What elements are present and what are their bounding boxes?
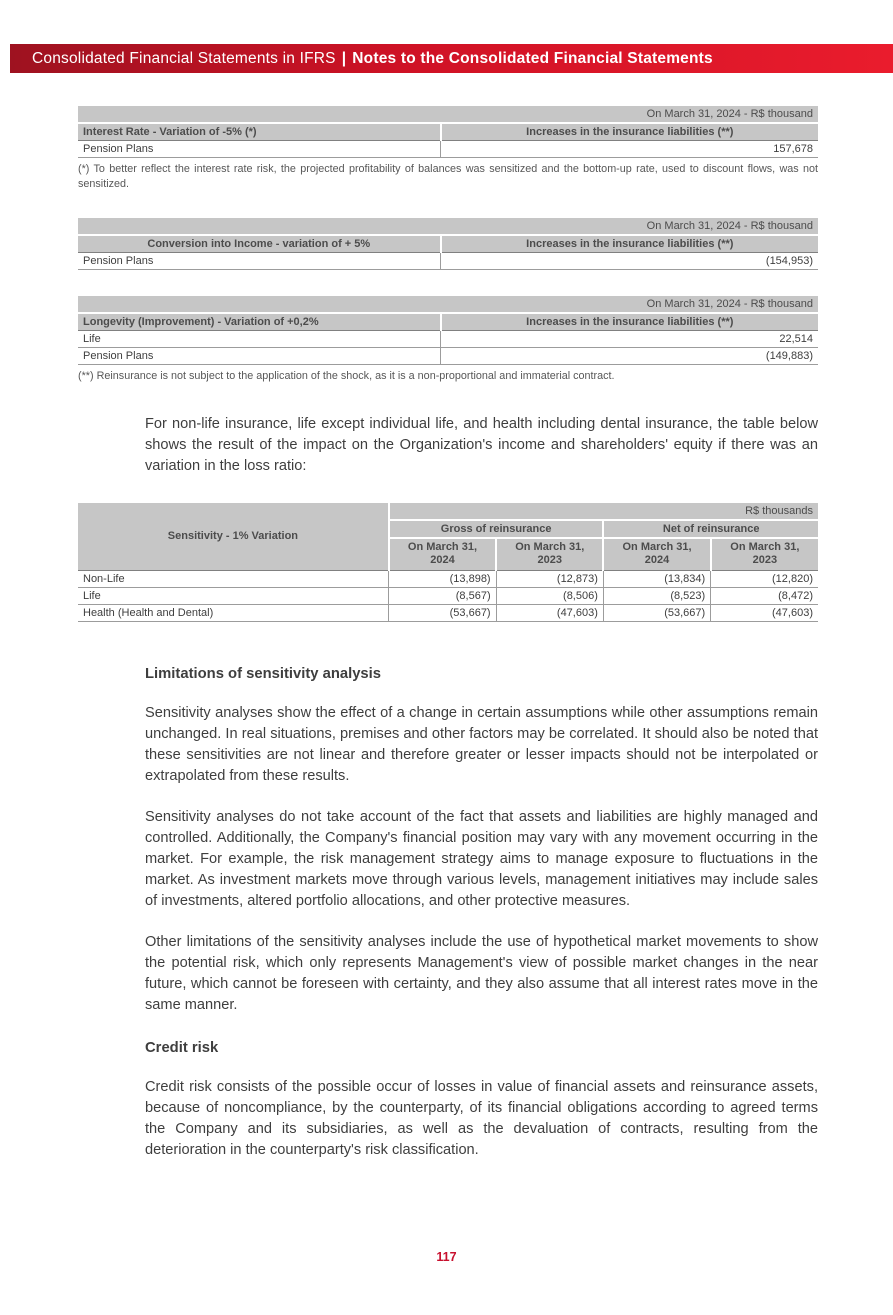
cell-value: (13,898): [389, 571, 496, 588]
column-header-line2: 2024: [644, 554, 670, 567]
table-header-row: [78, 235, 818, 253]
period-label: On March 31, 2024 - R$ thousand: [646, 220, 813, 233]
period-label: On March 31, 2024 - R$ thousand: [646, 108, 813, 120]
table-period-row: [78, 106, 818, 123]
cell-value: (149,883): [441, 348, 818, 365]
column-header: [603, 538, 710, 571]
cell-value: (8,506): [496, 588, 603, 605]
column-header-line2: 2023: [752, 554, 778, 567]
column-header-line2: 2023: [537, 554, 562, 567]
page-number: 117: [436, 1250, 457, 1264]
header-separator: |: [341, 49, 347, 67]
page-header-bar: [10, 44, 893, 73]
cell-value: (53,667): [389, 605, 496, 622]
table-period-row: [78, 296, 818, 313]
row-label: Pension Plans: [78, 141, 441, 158]
column-header-line1: On March 31,: [622, 540, 692, 553]
paragraph: For non-life insurance, life except individual life, and health including dental insurance, the table below shows the result of the impact on the Organization's income and shareholders' equity if there was an variation in the loss ratio:: [145, 415, 818, 474]
cell-value: (154,953): [441, 253, 818, 270]
column-header-line2: 2024: [430, 554, 455, 567]
header-title-left: Consolidated Financial Statements in IFRS: [32, 49, 336, 67]
cell-value: (47,603): [496, 605, 603, 622]
row-label: Non-Life: [78, 571, 389, 588]
row-label: Life: [78, 331, 441, 348]
document-page: [0, 44, 893, 1315]
header-title-right: Notes to the Consolidated Financial Statements: [352, 49, 713, 67]
paragraph: Credit risk consists of the possible occur of losses in value of financial assets and reinsurance assets, because of noncompliance, by the counterparty, of its financial obligations according to agreed terms the Company and its subsidiaries, as well as the devaluation of contracts, resulting from the deterioration in the counterparty's risk classification.: [145, 1079, 818, 1159]
cell-value: (12,820): [711, 571, 818, 588]
table-row: [78, 331, 818, 348]
period-label: On March 31, 2024 - R$ thousand: [646, 298, 813, 311]
cell-value: (8,567): [389, 588, 496, 605]
footnote: (*) To better reflect the interest rate risk, the projected profitability of balances was sensitized and the bottom-up rate, used to discount flows, was not sensitized.: [78, 163, 818, 190]
cell-value: (53,667): [603, 605, 710, 622]
table-row: [78, 141, 818, 158]
paragraph: Other limitations of the sensitivity analyses include the use of hypothetical market movements to show the potential risk, which only represents Management's view of possible market changes in the near future, which cannot be foreseen with certainty, and they also assume that all interest rates move in the same manner.: [145, 934, 818, 1014]
table-row: [78, 348, 818, 365]
row-label: Health (Health and Dental): [78, 605, 389, 622]
table-row: [78, 605, 818, 622]
row-label: Pension Plans: [78, 253, 441, 270]
unit-label: R$ thousands: [389, 503, 818, 520]
paragraph: Sensitivity analyses do not take account of the fact that assets and liabilities are highly managed and controlled. Additionally, the Company's financial position may vary with any movement occurring in the market. For example, the risk management strategy aims to manage exposure to fluctuations in the market. As investment markets move through various levels, management initiatives may include sales of investments, altered portfolio allocations, and other protective measures.: [145, 809, 818, 910]
paragraph: Sensitivity analyses show the effect of a change in certain assumptions while other assumptions remain unchanged. In real situations, premises and other factors may be correlated. It should also be noted that these sensitivities are not linear and therefore greater or lesser impacts should not be interpolated or extrapolated from these results.: [145, 705, 818, 785]
column-header: Increases in the insurance liabilities (**): [441, 123, 818, 141]
row-label: Pension Plans: [78, 348, 441, 365]
longevity-table: [78, 296, 818, 365]
row-label: Life: [78, 588, 389, 605]
column-header: [389, 538, 496, 571]
column-header: Interest Rate - Variation of -5% (*): [78, 123, 441, 141]
table-header-row: [78, 123, 818, 141]
section-heading-credit-risk: Credit risk: [145, 1040, 219, 1057]
column-header: Increases in the insurance liabilities (**): [441, 313, 818, 331]
row-group-header: Sensitivity - 1% Variation: [78, 503, 389, 571]
section-heading-limitations: Limitations of sensitivity analysis: [145, 666, 381, 683]
page-footer: [0, 1250, 893, 1264]
column-header: Increases in the insurance liabilities (**): [441, 235, 818, 253]
table-row: [78, 588, 818, 605]
column-header-line1: On March 31,: [407, 540, 477, 553]
cell-value: 22,514: [441, 331, 818, 348]
column-header-line1: On March 31,: [730, 540, 800, 553]
column-header: [496, 538, 603, 571]
column-group-header: Net of reinsurance: [603, 520, 818, 538]
table-unit-row: [78, 503, 818, 520]
page-content: [0, 106, 893, 1161]
table-row: [78, 571, 818, 588]
cell-value: (47,603): [711, 605, 818, 622]
table-row: [78, 253, 818, 270]
column-group-header: Gross of reinsurance: [389, 520, 604, 538]
cell-value: 157,678: [441, 141, 818, 158]
column-header-line1: On March 31,: [515, 540, 585, 553]
table-period-row: [78, 218, 818, 235]
cell-value: (13,834): [603, 571, 710, 588]
table-header-row: [78, 313, 818, 331]
cell-value: (8,472): [711, 588, 818, 605]
conversion-table: [78, 218, 818, 270]
column-header: [711, 538, 818, 571]
footnote: (**) Reinsurance is not subject to the application of the shock, as it is a non-proportional and immaterial contract.: [78, 370, 615, 383]
interest-rate-table: [78, 106, 818, 158]
cell-value: (12,873): [496, 571, 603, 588]
cell-value: (8,523): [603, 588, 710, 605]
column-header: Longevity (Improvement) - Variation of +0,2%: [78, 313, 441, 331]
column-header: Conversion into Income - variation of + 5%: [78, 235, 441, 253]
sensitivity-table: [78, 503, 818, 623]
